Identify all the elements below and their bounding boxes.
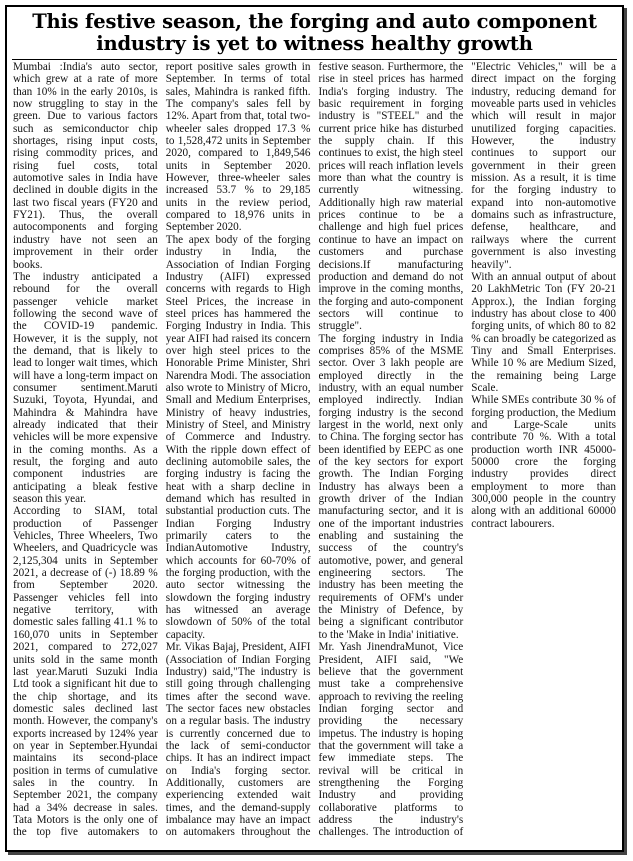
headline-divider: [12, 59, 617, 60]
article-paragraph: According to SIAM, total production of Passenger Vehicles, Three Wheelers, Two Wheelers, and Quadricycle was 2,125,304 units in September 2021, a decrease of (-) 18.89 % from September 2020. Passenger vehicles fell into negative territory, with domestic sales falling 41.1 % to 160,070 units in September 2021, compared to 272,027 units sold in the same month last year.Maruti Suzuki India Ltd took a significant hit due to the chip shortage, and its domestic sales declined last month. However, the company's exports increased by 124% year on year in September.Hyundai maintains its second-place position in terms of cumulative sales in the country. In September 2021, the company had a 34% decrease in sales. Tata Motors is the only one of the top five automakers to report positive sales growth in September. In terms of total sales, Mahindra is ranked fifth. The company's sales fell by 12%. Apart from that, total two-wheeler sales dropped 17.3 % to 1,528,472 units in September 2020, compared to 1,849,546 units in September 2020. However, three-wheeler sales increased 53.7 % to 29,185 units in the review period, compared to 18,976 units in September 2020.: [13, 61, 311, 839]
article-paragraph: The industry anticipated a rebound for the overall passenger vehicle market following the second wave of the COVID-19 pandemic. However, it is the supply, not the demand, that is likely to lead to longer wait times, which will have a long-term impact on consumer sentiment.Maruti Suzuki, Toyota, Hyundai, and Mahindra & Mahindra have already indicated that their vehicles will be more expensive in the coming months. As a result, the forging and auto component industries are anticipating a bleak festive season this year.: [13, 270, 158, 506]
article-paragraph: Mr. Vikas Bajaj, President, AIFI (Association of Indian Forging Industry) said,"The industry is still going through challenging times after the second wave. The sector faces new obstacles on a regular basis. The industry is currently concerned due to the lack of semi-conductor chips. It has an indirect impact on India's forging sector. Additionally, customers are experiencing extended wait times, and the demand-supply imbalance may have an impact on automakers throughout the festive season. Furthermore, the rise in steel prices has harmed India's forging industry. The basic requirement in forging industry is "STEEL" and the current price hike has disturbed the supply chain. If this continues to exist, the high steel prices will reach inflation levels more than what the country is currently witnessing. Additionally high raw material prices continue to be a challenge and high fuel prices continue to have an impact on customers and purchase decisions.If manufacturing production and demand do not improve in the coming months, the forging and auto-component sectors will continue to struggle".: [165, 61, 464, 839]
article-headline: This festive season, the forging and auto component industry is yet to witness healthy growth: [32, 10, 597, 55]
article-paragraph: Mr. Yash JinendraMunot, Vice President, AIFI said, "We believe that the government must take a comprehensive approach to reviving the reeling Indian forging sector and providing the necessary impetus. The industry is hoping that the government will take a few immediate steps. The revival will be critical in strengthening the Forging Industry and providing collaborative platforms to address the industry's challenges. The introduction of "Electric Vehicles," will be a direct impact on the forging industry, reducing demand for moveable parts used in vehicles which will result in major unutilized forging capacities. However, the industry continues to support our government in their green mission. As a result, it is time for the forging industry to expand into non-automotive domains such as infrastructure, defense, healthcare, and railways where the current government is also investing heavily".: [318, 61, 616, 839]
article-paragraph: The apex body of the forging industry in India, the Association of Indian Forging Industry (AIFI) expressed concerns with regards to High Steel Prices, the increase in steel prices has hammered the Forging Industry in India. This year AIFI had raised its concern over high steel prices to the Honorable Prime Minister, Shri Narendra Modi. The association also wrote to Ministry of Micro, Small and Medium Enterprises, Ministry of heavy industries, Ministry of Steel, and Ministry of Commerce and Industry. With the ripple down effect of declining automobile sales, the forging industry is facing the heat with a sharp decline in demand which has resulted in substantial production cuts. The Indian Forging Industry primarily caters to the IndianAutomotive Industry, which accounts for 60-70% of the forging production, with the auto sector witnessing the slowdown the forging industry has witnessed an average slowdown of 50% of the total capacity.: [165, 233, 311, 641]
article-body: [13, 61, 616, 846]
article-frame: [5, 5, 624, 852]
article-paragraph: With an annual output of about 20 LakhMetric Ton (FY 20-21 Approx.), the Indian forging industry has about close to 400 forging units, of which 80 to 82 % can broadly be categorized as Tiny and Small Enterprises. While 10 % are Medium Sized, the remaining being Large Scale.: [471, 270, 616, 394]
article-paragraph: The forging industry in India comprises 85% of the MSME sector. Over 3 lakh people are employed directly in the industry, with an equal number employed indirectly. Indian forging industry is the second largest in the world, next only to China. The forging sector has been identified by EEPC as one of the key sectors for export growth. The Indian Forging Industry has always been a growth driver of the Indian manufacturing sector, and it is one of the important industries enabling and sustaining the success of the country's automotive, power, and general engineering sectors. The industry has been meeting the requirements of OFM's under the Ministry of Defence, by being a significant contributor to the 'Make in India' initiative.: [318, 332, 464, 641]
article-paragraph: While SMEs contribute 30 % of forging production, the Medium and Large-Scale units contribute 70 %. With a total production worth INR 45000-50000 crore the forging industry provides direct employment to more than 300,000 people in the country along with an additional 60000 contract labourers.: [471, 394, 616, 530]
article-paragraph: Mumbai :India's auto sector, which grew at a rate of more than 10% in the early 2010s, is now struggling to stay in the green. Due to various factors such as semiconductor chip shortages, rising input costs, rising commodity prices, and rising fuel costs, total automotive sales in India have declined in double digits in the last two fiscal years (FY20 and FY21). Thus, the overall autocomponents and forging industry have not seen an improvement in their order books.: [13, 61, 158, 271]
